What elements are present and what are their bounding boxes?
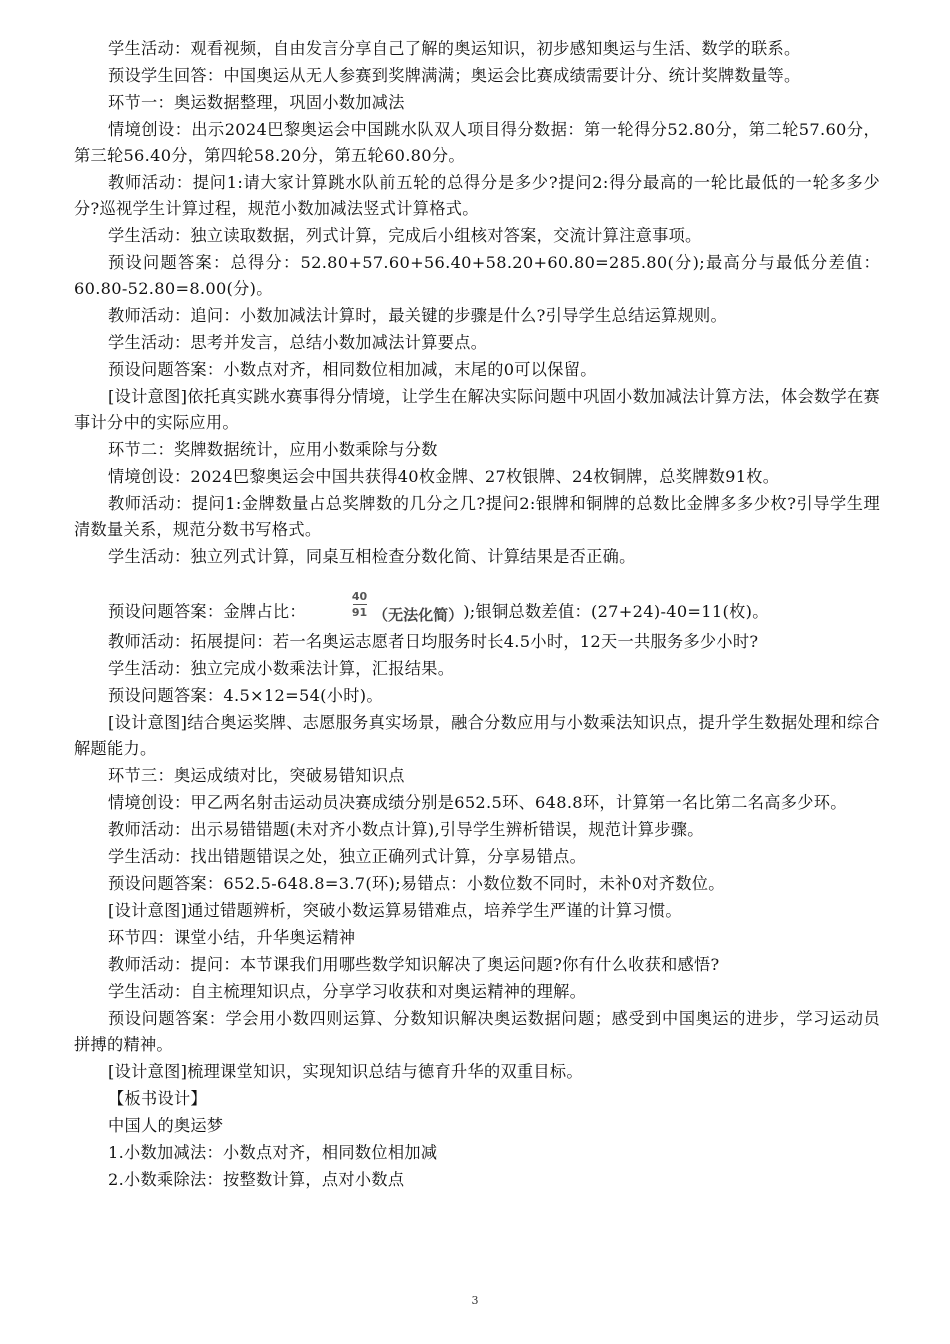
paragraph: 教师活动：追问：小数加减法计算时，最关键的步骤是什么?引导学生总结运算规则。 xyxy=(108,306,728,325)
paragraph: 教师活动：提问：本节课我们用哪些数学知识解决了奥运问题?你有什么收获和感悟? xyxy=(108,955,720,974)
paragraph: 学生活动：找出错题错误之处，独立正确列式计算，分享易错点。 xyxy=(108,847,587,866)
paragraph: 学生活动：思考并发言，总结小数加减法计算要点。 xyxy=(108,333,488,352)
fraction-denominator: 91 xyxy=(351,606,368,619)
fraction-line-rest: );银铜总数差值：(27+24)-40=11(枚)。 xyxy=(463,602,769,621)
paragraph: 预设学生回答：中国奥运从无人参赛到奖牌满满；奥运会比赛成绩需要计分、统计奖牌数量等。 xyxy=(108,66,801,85)
page-number: 3 xyxy=(471,1294,479,1307)
fraction-numerator: 40 xyxy=(351,590,368,603)
fraction-answer-line xyxy=(74,571,880,629)
section-heading: 环节三：奥运成绩对比，突破易错知识点 xyxy=(108,766,405,785)
document-body xyxy=(74,36,880,1194)
board-item: 1.小数加减法：小数点对齐，相同数位相加减 xyxy=(108,1143,438,1162)
paragraph: 教师活动：提问1:金牌数量占总奖牌数的几分之几?提问2:银牌和铜牌的总数比金牌多多少枚?引导学生理清数量关系，规范分数书写格式。 xyxy=(74,494,880,539)
section-heading: 环节一：奥运数据整理，巩固小数加减法 xyxy=(108,93,405,112)
design-intent-paragraph: [设计意图]通过错题辨析，突破小数运算易错难点，培养学生严谨的计算习惯。 xyxy=(108,901,682,920)
fraction-image xyxy=(352,590,367,619)
design-intent-paragraph: [设计意图]结合奥运奖牌、志愿服务真实场景，融合分数应用与小数乘法知识点，提升学生数据处理和综合解题能力。 xyxy=(74,713,880,758)
fraction-bar xyxy=(353,604,367,605)
paragraph: 学生活动：独立完成小数乘法计算，汇报结果。 xyxy=(108,659,455,678)
fraction-note: （无法化简） xyxy=(373,606,464,624)
paragraph: 学生活动：独立列式计算，同桌互相检查分数化简、计算结果是否正确。 xyxy=(108,547,636,566)
paragraph: 学生活动：自主梳理知识点，分享学习收获和对奥运精神的理解。 xyxy=(108,982,587,1001)
paragraph: 情境创设：2024巴黎奥运会中国共获得40枚金牌、27枚银牌、24枚铜牌，总奖牌数91枚。 xyxy=(108,467,780,486)
design-intent-paragraph: [设计意图]依托真实跳水赛事得分情境，让学生在解决实际问题中巩固小数加减法计算方法，体会数学在赛事计分中的实际应用。 xyxy=(74,387,880,432)
paragraph: 教师活动：拓展提问：若一名奥运志愿者日均服务时长4.5小时，12天一共服务多少小时? xyxy=(108,632,759,651)
board-title: 中国人的奥运梦 xyxy=(108,1116,224,1135)
fraction-line-lead: 预设问题答案：金牌占比： xyxy=(108,602,306,621)
board-design-heading: 【板书设计】 xyxy=(108,1089,207,1108)
paragraph: 预设问题答案：652.5-648.8=3.7(环);易错点：小数位数不同时，未补0对齐数位。 xyxy=(108,874,725,893)
section-heading: 环节四：课堂小结，升华奥运精神 xyxy=(108,928,356,947)
paragraph: 教师活动：提问1:请大家计算跳水队前五轮的总得分是多少?提问2:得分最高的一轮比最低的一轮多多少分?巡视学生计算过程，规范小数加减法竖式计算格式。 xyxy=(74,173,880,218)
paragraph: 预设问题答案：4.5×12=54(小时)。 xyxy=(108,686,383,705)
paragraph: 情境创设：出示2024巴黎奥运会中国跳水队双人项目得分数据：第一轮得分52.80分，第二轮57.60分，第三轮56.40分，第四轮58.20分，第五轮60.80分。 xyxy=(74,120,880,165)
paragraph: 预设问题答案：学会用小数四则运算、分数知识解决奥运数据问题；感受到中国奥运的进步，学习运动员拼搏的精神。 xyxy=(74,1009,880,1054)
paragraph: 学生活动：观看视频，自由发言分享自己了解的奥运知识，初步感知奥运与生活、数学的联系。 xyxy=(108,39,801,58)
paragraph: 学生活动：独立读取数据，列式计算，完成后小组核对答案，交流计算注意事项。 xyxy=(108,226,702,245)
paragraph: 预设问题答案：总得分：52.80+57.60+56.40+58.20+60.80=285.80(分);最高分与最低分差值：60.80-52.80=8.00(分)。 xyxy=(74,253,880,298)
paragraph: 预设问题答案：小数点对齐，相同数位相加减，末尾的0可以保留。 xyxy=(108,360,597,379)
paragraph: 情境创设：甲乙两名射击运动员决赛成绩分别是652.5环、648.8环，计算第一名比第二名高多少环。 xyxy=(108,793,847,812)
paragraph: 教师活动：出示易错错题(未对齐小数点计算),引导学生辨析错误，规范计算步骤。 xyxy=(108,820,704,839)
board-item: 2.小数乘除法：按整数计算，点对小数点 xyxy=(108,1170,405,1189)
design-intent-paragraph: [设计意图]梳理课堂知识，实现知识总结与德育升华的双重目标。 xyxy=(108,1062,583,1081)
section-heading: 环节二：奖牌数据统计，应用小数乘除与分数 xyxy=(108,440,438,459)
